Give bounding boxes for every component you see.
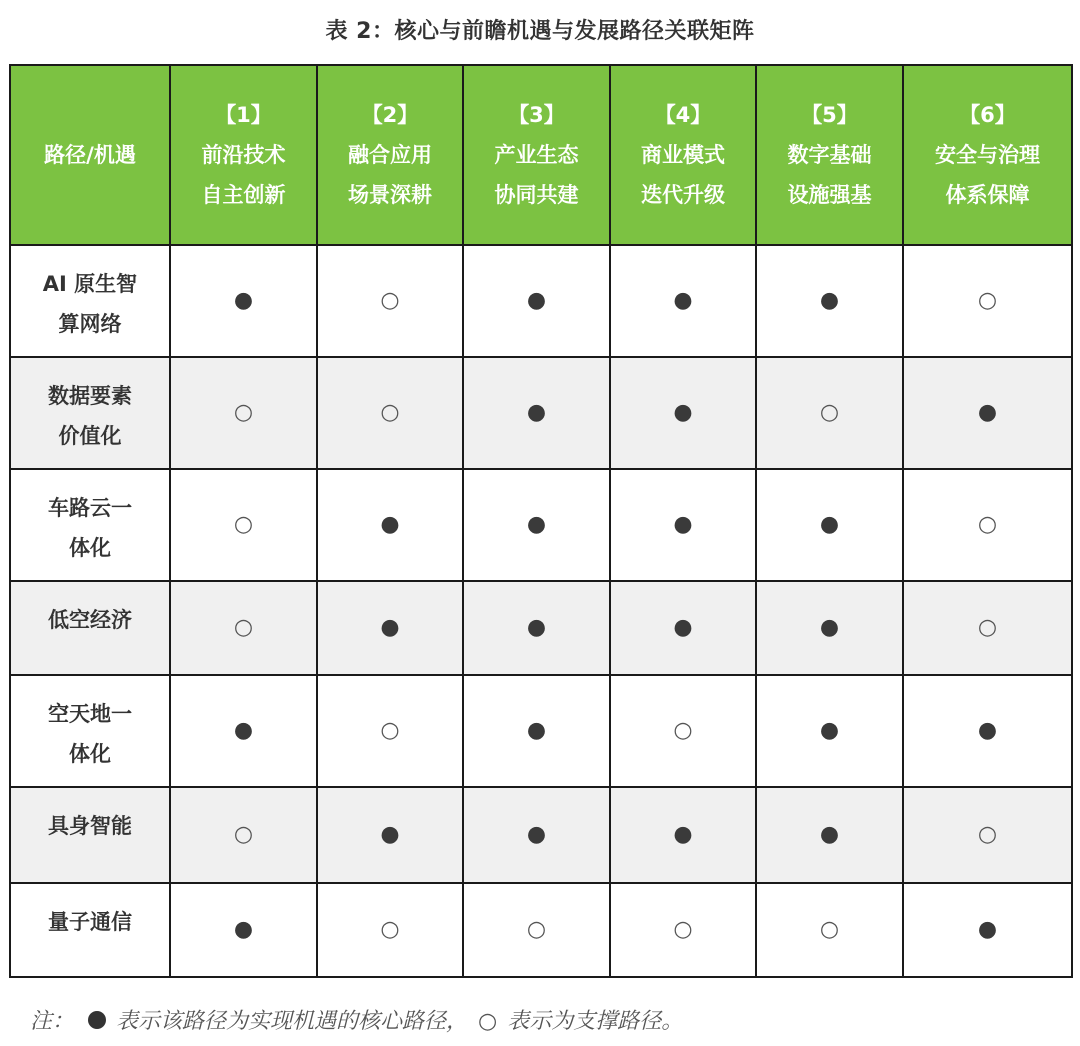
matrix-cell — [463, 357, 610, 469]
column-label-line2: 协同共建 — [494, 183, 579, 207]
matrix-cell — [463, 675, 610, 787]
matrix-cell — [756, 357, 903, 469]
relation-mark: ● — [380, 822, 400, 847]
matrix-cell — [170, 581, 317, 675]
relation-mark: ○ — [819, 400, 840, 425]
matrix-cell — [610, 469, 756, 581]
relation-mark: ● — [380, 615, 400, 640]
matrix-cell — [610, 357, 756, 469]
matrix-cell — [170, 675, 317, 787]
matrix-cell — [170, 883, 317, 977]
relation-mark: ○ — [380, 400, 400, 425]
row-header: 数据要素 价值化 — [10, 357, 170, 469]
row-header: 车路云一 体化 — [10, 469, 170, 581]
relation-mark: ● — [526, 615, 547, 640]
relation-mark: ○ — [233, 512, 254, 537]
relation-mark: ○ — [233, 400, 254, 425]
relation-mark: ● — [673, 400, 693, 425]
matrix-cell — [903, 675, 1072, 787]
relation-mark: ● — [819, 512, 840, 537]
matrix-cell — [317, 675, 463, 787]
relation-mark: ● — [526, 718, 547, 743]
matrix-cell — [756, 581, 903, 675]
matrix-cell — [317, 787, 463, 883]
relation-mark: ● — [673, 822, 693, 847]
relation-mark: ● — [380, 512, 400, 537]
matrix-cell — [756, 245, 903, 357]
core-dot-icon — [88, 1011, 106, 1029]
relation-mark: ○ — [977, 288, 998, 313]
relation-mark: ○ — [977, 822, 998, 847]
matrix-cell — [756, 675, 903, 787]
relation-mark: ○ — [380, 917, 400, 942]
relation-mark: ● — [819, 718, 840, 743]
relation-mark: ● — [526, 822, 547, 847]
column-number: 【4】 — [654, 103, 712, 127]
matrix-cell — [903, 787, 1072, 883]
column-label-line2: 场景深耕 — [348, 183, 432, 207]
table-row — [10, 787, 1072, 883]
relation-mark: ○ — [380, 288, 400, 313]
relation-mark: ● — [673, 512, 693, 537]
matrix-cell — [463, 581, 610, 675]
matrix-cell — [317, 581, 463, 675]
matrix-cell — [756, 883, 903, 977]
relation-mark: ● — [977, 400, 998, 425]
column-label-line1: 产业生态 — [494, 143, 579, 167]
matrix-cell — [756, 787, 903, 883]
matrix-cell — [903, 581, 1072, 675]
matrix-cell — [903, 357, 1072, 469]
matrix-cell — [317, 245, 463, 357]
relation-mark: ● — [819, 822, 840, 847]
note-core-text: 表示该路径为实现机遇的核心路径， — [116, 1009, 469, 1034]
table-row — [10, 883, 1072, 977]
matrix-cell — [463, 883, 610, 977]
table-row — [10, 675, 1072, 787]
table-row — [10, 245, 1072, 357]
matrix-cell — [610, 581, 756, 675]
row-header: 具身智能 — [10, 787, 170, 883]
column-header-6 — [903, 65, 1072, 245]
table-row — [10, 581, 1072, 675]
matrix-cell — [610, 787, 756, 883]
matrix-cell — [170, 469, 317, 581]
row-header: 量子通信 — [10, 883, 170, 977]
matrix-cell — [170, 787, 317, 883]
relation-mark: ○ — [977, 512, 998, 537]
note-prefix: 注： — [30, 1009, 75, 1034]
column-header-5 — [756, 65, 903, 245]
column-number: 【1】 — [215, 103, 272, 127]
matrix-cell — [170, 357, 317, 469]
row-header: 空天地一 体化 — [10, 675, 170, 787]
table-row — [10, 469, 1072, 581]
column-label-line2: 自主创新 — [201, 183, 286, 207]
matrix-cell — [903, 245, 1072, 357]
matrix-cell — [903, 469, 1072, 581]
relation-mark: ● — [819, 615, 840, 640]
matrix-cell — [610, 675, 756, 787]
column-label-line2: 体系保障 — [945, 183, 1030, 207]
relation-mark: ○ — [233, 615, 254, 640]
column-label-line1: 安全与治理 — [935, 143, 1040, 167]
matrix-cell — [463, 787, 610, 883]
matrix-cell — [610, 883, 756, 977]
relation-mark: ● — [526, 400, 547, 425]
row-header: 低空经济 — [10, 581, 170, 675]
relation-mark: ● — [673, 615, 693, 640]
column-header-1 — [170, 65, 317, 245]
relation-mark: ● — [819, 288, 840, 313]
column-label-line1: 数字基础 — [787, 143, 872, 167]
column-label-line1: 融合应用 — [348, 143, 432, 167]
matrix-cell — [170, 245, 317, 357]
matrix-cell — [463, 469, 610, 581]
note-support-text: 表示为支撑路径。 — [507, 1009, 684, 1034]
column-label-line2: 迭代升级 — [641, 183, 725, 207]
column-number: 【6】 — [959, 103, 1016, 127]
relation-mark: ○ — [977, 615, 998, 640]
relation-mark: ○ — [673, 917, 693, 942]
column-header-3 — [463, 65, 610, 245]
relation-mark: ○ — [819, 917, 840, 942]
matrix-cell — [463, 245, 610, 357]
footnote — [30, 1004, 683, 1035]
relation-mark: ○ — [233, 822, 254, 847]
matrix-cell — [317, 883, 463, 977]
table-title: 表 2：核心与前瞻机遇与发展路径关联矩阵 — [325, 19, 755, 44]
column-number: 【3】 — [508, 103, 565, 127]
matrix-cell — [756, 469, 903, 581]
column-header-4 — [610, 65, 756, 245]
matrix-cell — [610, 245, 756, 357]
row-header: AI 原生智 算网络 — [10, 245, 170, 357]
relation-mark: ● — [233, 288, 254, 313]
relation-mark: ● — [233, 917, 254, 942]
column-number: 【5】 — [801, 103, 858, 127]
matrix-cell — [903, 883, 1072, 977]
header-row — [10, 65, 1072, 245]
relation-mark: ○ — [526, 917, 547, 942]
column-number: 【2】 — [361, 103, 419, 127]
relation-mark: ● — [977, 917, 998, 942]
relation-mark: ● — [233, 718, 254, 743]
column-label-line1: 商业模式 — [641, 143, 725, 167]
matrix-cell — [317, 357, 463, 469]
column-label-line2: 设施强基 — [787, 183, 872, 207]
column-header-2 — [317, 65, 463, 245]
relation-mark: ○ — [380, 718, 400, 743]
column-label-line1: 前沿技术 — [201, 143, 286, 167]
relation-mark: ● — [526, 512, 547, 537]
relation-mark: ● — [673, 288, 693, 313]
relation-mark: ● — [526, 288, 547, 313]
relation-mark: ● — [977, 718, 998, 743]
support-ring-icon: ○ — [478, 1009, 498, 1034]
corner-header: 路径/机遇 — [10, 65, 170, 245]
relation-matrix — [9, 64, 1073, 978]
table-row — [10, 357, 1072, 469]
relation-mark: ○ — [673, 718, 693, 743]
matrix-cell — [317, 469, 463, 581]
